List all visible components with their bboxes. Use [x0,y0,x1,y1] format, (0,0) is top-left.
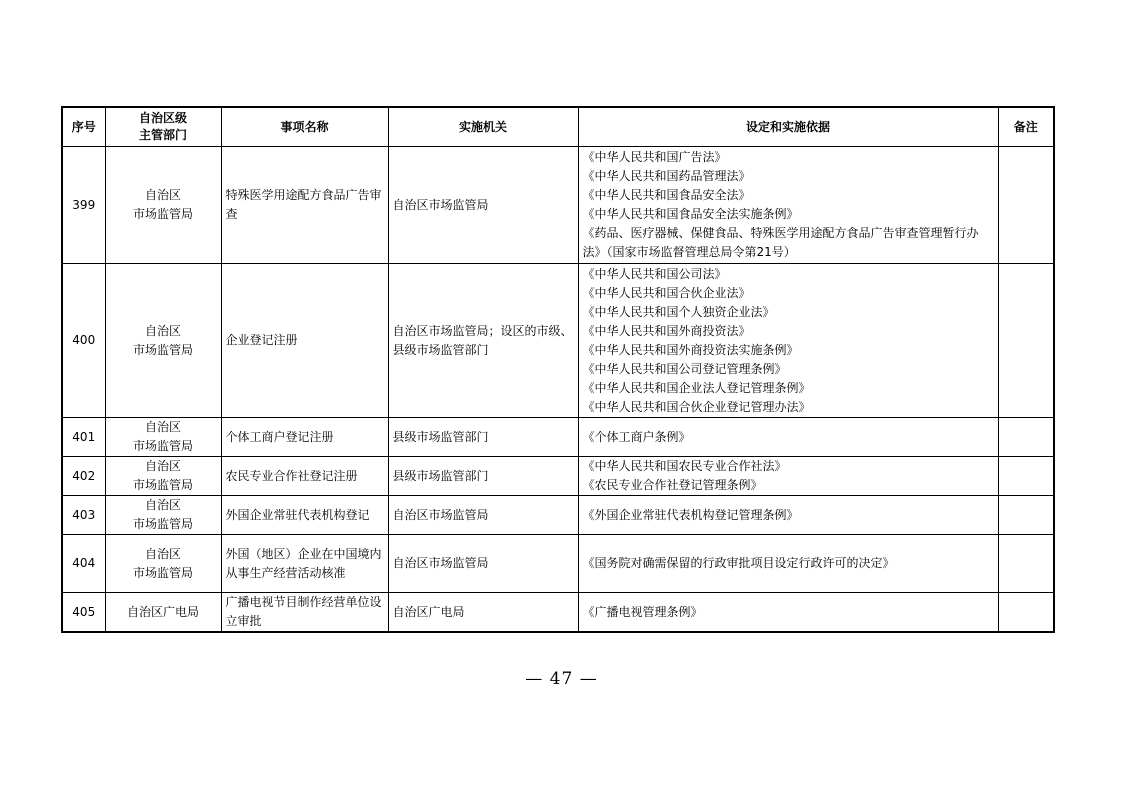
row-note [998,418,1054,457]
row-dept: 自治区 市场监管局 [105,147,221,264]
row-basis: 《国务院对确需保留的行政审批项目设定行政许可的决定》 [578,535,998,593]
header-dept [105,107,221,147]
header-note: 备注 [998,107,1054,147]
row-item: 广播电视节目制作经营单位设立审批 [221,593,388,633]
row-no: 400 [62,264,105,418]
row-org: 自治区广电局 [388,593,578,633]
row-item: 外国（地区）企业在中国境内从事生产经营活动核准 [221,535,388,593]
row-org: 自治区市场监管局 [388,147,578,264]
row-dept: 自治区 市场监管局 [105,418,221,457]
row-basis: 《个体工商户条例》 [578,418,998,457]
row-basis: 《中华人民共和国广告法》 《中华人民共和国药品管理法》 《中华人民共和国食品安全法》 《中华人民共和国食品安全法实施条例》 《药品、医疗器械、保健食品、特殊医学用途配方食品广告审查管理暂行办法》（国家市场监督管理总局令第21号） [578,147,998,264]
row-no: 399 [62,147,105,264]
row-org: 自治区市场监管局 [388,496,578,535]
row-dept: 自治区 市场监管局 [105,535,221,593]
row-no: 405 [62,593,105,633]
row-dept: 自治区 市场监管局 [105,264,221,418]
table-header-row [62,107,1054,147]
row-basis: 《广播电视管理条例》 [578,593,998,633]
row-basis: 《中华人民共和国农民专业合作社法》 《农民专业合作社登记管理条例》 [578,457,998,496]
row-note [998,496,1054,535]
header-item: 事项名称 [221,107,388,147]
table-row [62,535,1054,593]
row-note [998,264,1054,418]
row-item: 个体工商户登记注册 [221,418,388,457]
table-row [62,418,1054,457]
table-row [62,593,1054,633]
row-item: 外国企业常驻代表机构登记 [221,496,388,535]
row-dept: 自治区 市场监管局 [105,496,221,535]
row-basis: 《外国企业常驻代表机构登记管理条例》 [578,496,998,535]
row-dept: 自治区 市场监管局 [105,457,221,496]
header-dept-line1: 自治区级 [138,111,187,125]
row-no: 403 [62,496,105,535]
row-org: 自治区市场监管局；设区的市级、县级市场监管部门 [388,264,578,418]
row-no: 402 [62,457,105,496]
table-row [62,457,1054,496]
row-org: 自治区市场监管局 [388,535,578,593]
table-row [62,264,1054,418]
approval-items-table [61,106,1055,633]
row-item: 企业登记注册 [221,264,388,418]
row-no: 404 [62,535,105,593]
row-note [998,457,1054,496]
header-no: 序号 [62,107,105,147]
row-item: 农民专业合作社登记注册 [221,457,388,496]
row-no: 401 [62,418,105,457]
row-org: 县级市场监管部门 [388,418,578,457]
header-dept-line2: 主管部门 [138,128,187,142]
row-basis: 《中华人民共和国公司法》 《中华人民共和国合伙企业法》 《中华人民共和国个人独资企业法》 《中华人民共和国外商投资法》 《中华人民共和国外商投资法实施条例》 《中华人民共和国公司登记管理条例》 《中华人民共和国企业法人登记管理条例》 《中华人民共和国合伙企业登记管理办法》 [578,264,998,418]
header-basis: 设定和实施依据 [578,107,998,147]
table-row [62,496,1054,535]
row-dept: 自治区广电局 [105,593,221,633]
row-org: 县级市场监管部门 [388,457,578,496]
header-org: 实施机关 [388,107,578,147]
table-row [62,147,1054,264]
row-item: 特殊医学用途配方食品广告审查 [221,147,388,264]
row-note [998,535,1054,593]
row-note [998,593,1054,633]
row-note [998,147,1054,264]
page-number: — 47 — [525,669,598,689]
